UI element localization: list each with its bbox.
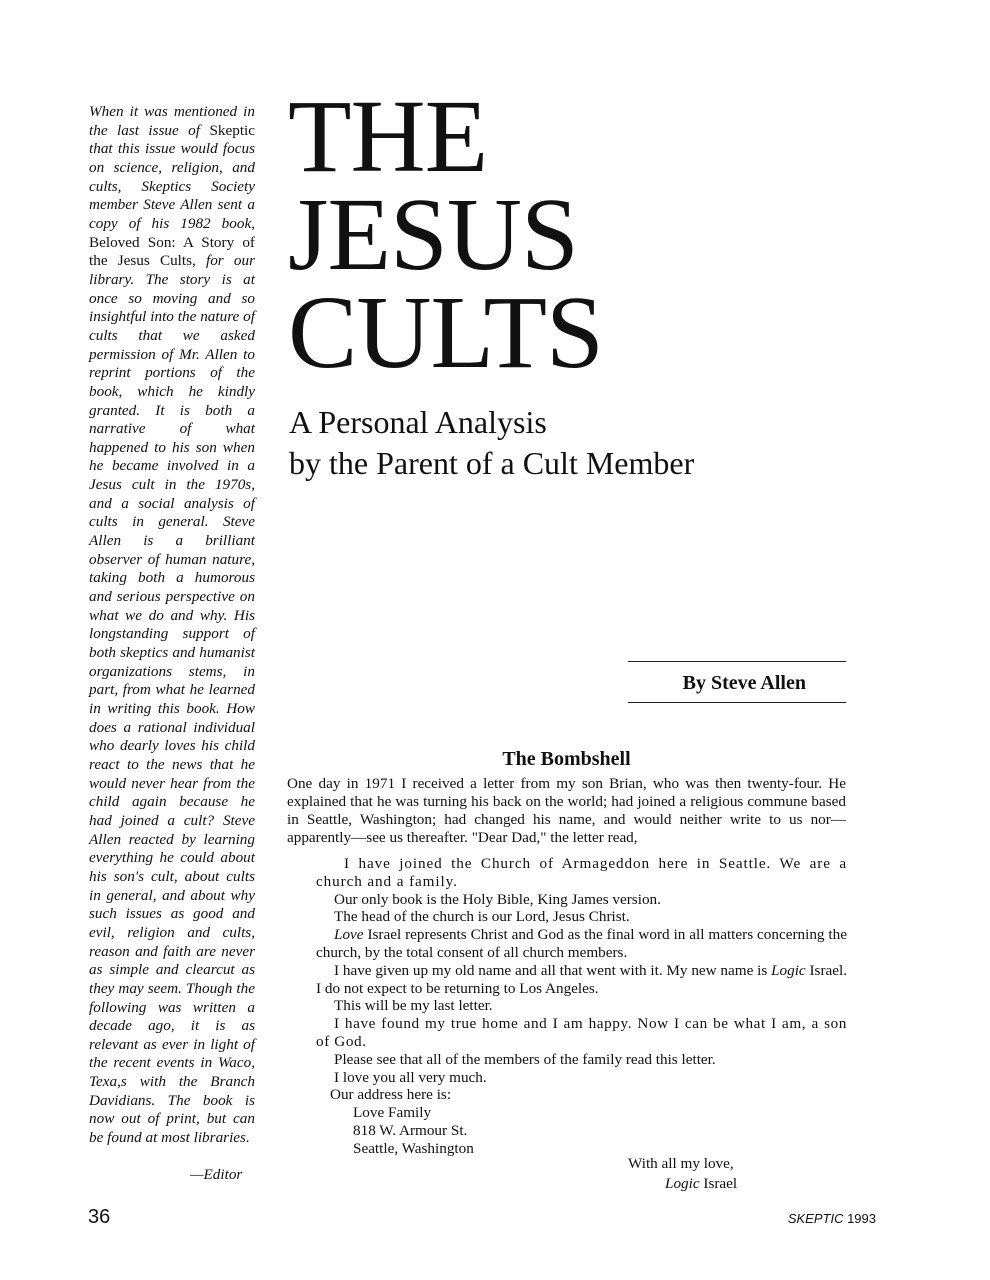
title-line-1: THE bbox=[288, 79, 488, 194]
letter-signoff bbox=[628, 1154, 737, 1194]
intro-paragraph: One day in 1971 I received a letter from my son Brian, who was then twenty-four. He explained that he was turning his back on the world; had joined a religious commune based in Seattle, Washington; had changed his name, and would neither write to us nor—apparently—see us thereafter. "Dear Dad," the letter read, bbox=[287, 775, 846, 846]
subtitle-line-2: by the Parent of a Cult Member bbox=[289, 445, 695, 481]
letter-paragraph: This will be my last letter. bbox=[334, 997, 493, 1015]
title-line-3: CULTS bbox=[288, 275, 603, 390]
subtitle-line-1: A Personal Analysis bbox=[289, 404, 547, 440]
letter-paragraph: I have found my true home and I am happy. Now I can be what I am, a son of God. bbox=[316, 1015, 847, 1050]
letter-paragraph: Please see that all of the members of the family read this letter. bbox=[334, 1050, 716, 1068]
closing: With all my love, bbox=[628, 1155, 734, 1172]
article-subtitle bbox=[289, 402, 694, 484]
title-line-2: JESUS bbox=[288, 177, 578, 292]
article-title bbox=[288, 79, 603, 390]
page-number: 36 bbox=[88, 1206, 111, 1228]
letter-paragraph: Our only book is the Holy Bible, King James version. bbox=[334, 890, 661, 908]
byline-box bbox=[628, 661, 846, 703]
address-line: Love Family bbox=[353, 1104, 432, 1122]
editor-signature: —Editor bbox=[190, 1166, 243, 1183]
letter-paragraph: I have given up my old name and all that went with it. My new name is Logic Israel. I do not expect to be returning to Los Angeles. bbox=[316, 961, 847, 997]
letter-paragraph: Love Israel represents Christ and God as the final word in all matters concerning the church, by the total consent of all church members. bbox=[316, 926, 847, 961]
journal-footer: SKEPTIC 1993 bbox=[787, 1211, 876, 1226]
letter-paragraph: Our address here is: bbox=[330, 1086, 452, 1104]
address-line: Seattle, Washington bbox=[353, 1139, 474, 1157]
letter-quote bbox=[316, 855, 847, 1158]
letter-paragraph: I love you all very much. bbox=[334, 1068, 487, 1086]
editor-note-text: When it was mentioned in the last issue of Skeptic that this issue would focus on science, religion, and cults, Skeptics Society member Steve Allen sent a copy of his 1982 book, Beloved Son: A Story of the Jesus Cults, for our library. The story is at once so moving and so insightful into the nature of cults that we asked permission of Mr. Allen to reprint portions of the book, which he kindly granted. It is both a narrative of what happened to his son when he became involved in a Jesus cult in the 1970s, and a social analysis of cults in general. Steve Allen is a brilliant observer of human nature, taking both a humorous and serious perspective on what we do and why. His longstanding support of both skeptics and humanist organizations stems, in part, from what he learned in writing this book. How does a rational individual who dearly loves his child react to the news that he would never hear from the child again because he had joined a cult? Steve Allen reacted by learning everything he could about his son's cult, about cults in general, and about why such issues as good and evil, religion and cults, reason and faith are never as simple and clearcut as they may seem. Though the following was written a decade ago, it is as relevant as ever in light of the recent events in Waco, Texa,s with the Branch Davidians. The book is now out of print, but can be found at most libraries. bbox=[89, 103, 255, 1147]
letter-paragraph: I have joined the Church of Armageddon here in Seattle. We are a church and a family. bbox=[316, 855, 847, 890]
address-line: 818 W. Armour St. bbox=[353, 1121, 468, 1139]
editor-note bbox=[89, 103, 255, 1148]
byline: By Steve Allen bbox=[682, 672, 806, 694]
book-title: Beloved Son: A Story of the Jesus Cults, bbox=[89, 233, 255, 270]
signature: Logic Israel bbox=[665, 1175, 738, 1192]
letter-paragraph: The head of the church is our Lord, Jesus Christ. bbox=[334, 908, 630, 926]
magazine-name: Skeptic bbox=[209, 121, 255, 139]
section-heading: The Bombshell bbox=[502, 748, 631, 770]
